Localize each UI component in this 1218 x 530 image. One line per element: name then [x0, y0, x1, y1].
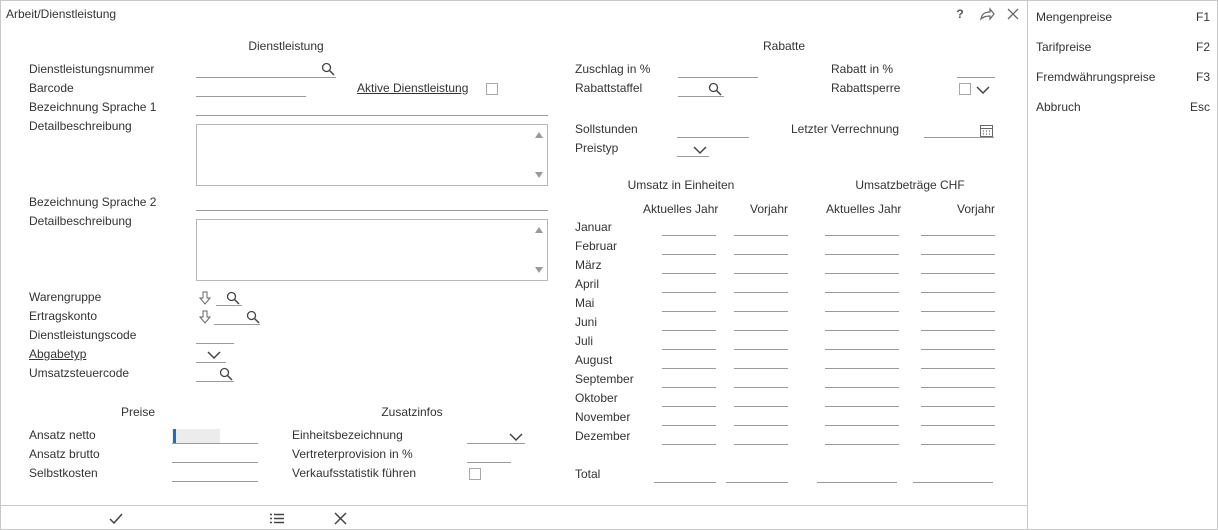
checkmark-icon[interactable]: [109, 512, 123, 524]
section-dienstleistung: Dienstleistung: [248, 39, 324, 53]
umsatz-aktuelles-jahr-input[interactable]: [662, 275, 716, 293]
barcode-input[interactable]: [196, 79, 306, 97]
col-vorjahr-chf: Vorjahr: [957, 202, 996, 216]
umsatz-aktuelles-jahr-chf-input[interactable]: [825, 408, 899, 426]
month-label: Februar: [575, 239, 618, 253]
window-title: Arbeit/Dienstleistung: [6, 7, 117, 21]
umsatz-vorjahr-input[interactable]: [734, 351, 788, 369]
umsatz-aktuelles-jahr-chf-input[interactable]: [825, 332, 899, 350]
label-warengruppe: Warengruppe: [29, 290, 102, 304]
label-rabattsperre: Rabattsperre: [831, 81, 901, 95]
bezeichnung-2-input[interactable]: [196, 193, 548, 211]
umsatz-aktuelles-jahr-chf-input[interactable]: [825, 370, 899, 388]
label-total: Total: [575, 467, 601, 481]
ansatz-netto-highlight: [172, 429, 220, 443]
label-selbstkosten: Selbstkosten: [29, 466, 98, 480]
umsatz-aktuelles-jahr-chf-input[interactable]: [825, 427, 899, 445]
umsatz-aktuelles-jahr-input[interactable]: [662, 427, 716, 445]
detailbeschreibung-1-textarea[interactable]: [196, 124, 548, 186]
umsatz-vorjahr-input[interactable]: [734, 237, 788, 255]
section-umsatz-chf: Umsatzbeträge CHF: [855, 178, 965, 192]
zuschlag-input[interactable]: [678, 60, 758, 78]
umsatz-vorjahr-chf-input[interactable]: [921, 294, 995, 312]
umsatz-vorjahr-input[interactable]: [734, 370, 788, 388]
sidebar-item-abbruch[interactable]: [1036, 100, 1210, 120]
month-label: Juli: [575, 334, 594, 348]
umsatz-vorjahr-chf-input[interactable]: [921, 256, 995, 274]
umsatz-vorjahr-input[interactable]: [734, 427, 788, 445]
section-preise: Preise: [120, 405, 155, 419]
label-ansatz-netto: Ansatz netto: [29, 428, 96, 442]
sidebar: [1028, 0, 1218, 530]
label-letzter-verrechnung: Letzter Verrechnung: [791, 122, 900, 136]
label-sollstunden: Sollstunden: [575, 122, 638, 136]
month-label: August: [575, 353, 613, 367]
search-icon[interactable]: [246, 310, 260, 324]
search-icon[interactable]: [219, 367, 233, 381]
vertreterprovision-input[interactable]: [467, 445, 511, 463]
rabatt-input[interactable]: [957, 60, 995, 78]
month-label: Mai: [575, 296, 595, 310]
label-ertragskonto: Ertragskonto: [29, 309, 98, 323]
umsatz-aktuelles-jahr-input[interactable]: [662, 256, 716, 274]
col-vorjahr: Vorjahr: [750, 202, 789, 216]
month-label: Oktober: [575, 391, 618, 405]
sidebar-item-shortcut: F1: [1195, 10, 1210, 24]
label-detailbeschreibung-2: Detailbeschreibung: [29, 214, 132, 228]
label-preistyp: Preistyp: [575, 141, 619, 155]
aktive-dienstleistung-checkbox[interactable]: [486, 83, 498, 95]
umsatz-vorjahr-input[interactable]: [734, 389, 788, 407]
label-detailbeschreibung-1: Detailbeschreibung: [29, 119, 132, 133]
selbstkosten-input[interactable]: [172, 464, 258, 482]
umsatz-aktuelles-jahr-chf-input[interactable]: [825, 389, 899, 407]
umsatz-vorjahr-chf-input[interactable]: [921, 408, 995, 426]
scroll-down-icon[interactable]: [534, 266, 544, 274]
month-label: Januar: [575, 220, 612, 234]
umsatz-vorjahr-input[interactable]: [734, 313, 788, 331]
sollstunden-input[interactable]: [677, 120, 749, 138]
label-vertreterprovision: Vertreterprovision in %: [292, 447, 413, 461]
month-label: November: [575, 410, 631, 424]
search-icon[interactable]: [321, 62, 335, 76]
umsatz-aktuelles-jahr-input[interactable]: [662, 370, 716, 388]
month-label: Dezember: [575, 429, 631, 443]
umsatz-vorjahr-chf-input[interactable]: [921, 332, 995, 350]
umsatz-vorjahr-chf-input[interactable]: [921, 237, 995, 255]
umsatz-aktuelles-jahr-input[interactable]: [662, 408, 716, 426]
col-aktuelles-jahr-chf: Aktuelles Jahr: [826, 202, 902, 216]
col-aktuelles-jahr: Aktuelles Jahr: [643, 202, 719, 216]
label-zuschlag: Zuschlag in %: [575, 62, 651, 76]
detailbeschreibung-2-textarea[interactable]: [196, 219, 548, 281]
sidebar-item-shortcut: F2: [1195, 40, 1210, 54]
section-umsatz-einheiten: Umsatz in Einheiten: [627, 178, 735, 192]
umsatz-aktuelles-jahr-chf-input[interactable]: [825, 294, 899, 312]
arrow-down-icon[interactable]: [199, 310, 211, 324]
label-barcode: Barcode: [29, 81, 74, 95]
chevron-down-icon[interactable]: [976, 85, 990, 95]
label-bezeichnung-2: Bezeichnung Sprache 2: [29, 195, 157, 209]
umsatz-aktuelles-jahr-chf-input[interactable]: [825, 351, 899, 369]
aktive-dienstleistung-link[interactable]: Aktive Dienstleistung: [357, 81, 469, 95]
bottom-toolbar: [0, 505, 1028, 530]
sidebar-item-fremdwaehrungspreise[interactable]: [1036, 70, 1210, 90]
sidebar-item-shortcut: Esc: [1189, 100, 1210, 114]
abgabetyp-link[interactable]: Abgabetyp: [29, 347, 87, 361]
bezeichnung-1-input[interactable]: [196, 98, 548, 116]
search-icon[interactable]: [226, 291, 240, 305]
label-einheitsbezeichnung: Einheitsbezeichnung: [292, 428, 403, 442]
chevron-down-icon[interactable]: [693, 145, 707, 155]
sidebar-item-label: Abbruch: [1036, 100, 1081, 114]
sidebar-item-label: Fremdwährungspreise: [1036, 70, 1156, 84]
total-aktuelles-jahr: [654, 482, 716, 483]
umsatz-vorjahr-chf-input[interactable]: [921, 370, 995, 388]
scroll-down-icon[interactable]: [534, 171, 544, 179]
umsatz-aktuelles-jahr-input[interactable]: [662, 389, 716, 407]
umsatz-vorjahr-input[interactable]: [734, 218, 788, 236]
label-rabatt: Rabatt in %: [831, 62, 894, 76]
label-ansatz-brutto: Ansatz brutto: [29, 447, 100, 461]
label-dienstleistungsnummer: Dienstleistungsnummer: [29, 62, 155, 76]
umsatz-vorjahr-chf-input[interactable]: [921, 427, 995, 445]
chevron-down-icon[interactable]: [207, 350, 221, 360]
sidebar-item-tarifpreise[interactable]: [1036, 40, 1210, 60]
umsatz-vorjahr-chf-input[interactable]: [921, 218, 995, 236]
umsatz-aktuelles-jahr-chf-input[interactable]: [825, 313, 899, 331]
rabattsperre-checkbox[interactable]: [959, 83, 971, 95]
umsatz-vorjahr-input[interactable]: [734, 408, 788, 426]
section-rabatte: Rabatte: [762, 39, 806, 53]
chevron-down-icon[interactable]: [509, 432, 523, 442]
dienstleistungsnummer-input[interactable]: [196, 60, 336, 78]
month-label: März: [575, 258, 602, 272]
umsatz-aktuelles-jahr-chf-input[interactable]: [825, 237, 899, 255]
umsatz-aktuelles-jahr-input[interactable]: [662, 351, 716, 369]
umsatz-aktuelles-jahr-input[interactable]: [662, 313, 716, 331]
total-aktuelles-jahr-chf: [817, 482, 897, 483]
umsatz-vorjahr-chf-input[interactable]: [921, 389, 995, 407]
umsatz-aktuelles-jahr-chf-input[interactable]: [825, 218, 899, 236]
umsatz-vorjahr-chf-input[interactable]: [921, 351, 995, 369]
umsatz-aktuelles-jahr-input[interactable]: [662, 332, 716, 350]
ansatz-brutto-input[interactable]: [172, 445, 258, 463]
sidebar-item-label: Mengenpreise: [1036, 10, 1113, 24]
umsatz-vorjahr-input[interactable]: [734, 332, 788, 350]
umsatz-aktuelles-jahr-input[interactable]: [662, 294, 716, 312]
arrow-down-icon[interactable]: [199, 291, 211, 305]
scroll-up-icon[interactable]: [534, 131, 544, 139]
total-vorjahr: [726, 482, 788, 483]
share-icon[interactable]: [979, 6, 995, 22]
month-label: Juni: [575, 315, 598, 329]
help-icon[interactable]: ?: [956, 7, 964, 21]
umsatz-vorjahr-chf-input[interactable]: [921, 275, 995, 293]
dienstleistungscode-input[interactable]: [196, 326, 234, 344]
sidebar-item-label: Tarifpreise: [1036, 40, 1092, 54]
label-bezeichnung-1: Bezeichnung Sprache 1: [29, 100, 157, 114]
umsatz-vorjahr-chf-input[interactable]: [921, 313, 995, 331]
label-rabattstaffel: Rabattstaffel: [575, 81, 643, 95]
umsatz-aktuelles-jahr-input[interactable]: [662, 218, 716, 236]
month-label: April: [575, 277, 600, 291]
umsatz-aktuelles-jahr-chf-input[interactable]: [825, 275, 899, 293]
label-dienstleistungscode: Dienstleistungscode: [29, 328, 137, 342]
total-vorjahr-chf: [913, 482, 993, 483]
list-icon[interactable]: [268, 512, 284, 524]
umsatz-vorjahr-input[interactable]: [734, 275, 788, 293]
label-umsatzsteuercode: Umsatzsteuercode: [29, 366, 130, 380]
close-icon[interactable]: [1005, 6, 1021, 22]
text-cursor: [173, 429, 176, 443]
umsatz-vorjahr-input[interactable]: [734, 256, 788, 274]
cancel-icon[interactable]: [333, 511, 347, 525]
month-label: September: [575, 372, 634, 386]
umsatz-aktuelles-jahr-input[interactable]: [662, 237, 716, 255]
sidebar-item-mengenpreise[interactable]: [1036, 10, 1210, 30]
umsatz-vorjahr-input[interactable]: [734, 294, 788, 312]
sidebar-item-shortcut: F3: [1195, 70, 1210, 84]
verkaufsstatistik-checkbox[interactable]: [469, 468, 481, 480]
umsatz-aktuelles-jahr-chf-input[interactable]: [825, 256, 899, 274]
search-icon[interactable]: [708, 82, 722, 96]
scroll-up-icon[interactable]: [534, 226, 544, 234]
section-zusatzinfos: Zusatzinfos: [381, 405, 443, 419]
label-verkaufsstatistik: Verkaufsstatistik führen: [292, 466, 417, 480]
calendar-icon[interactable]: [980, 124, 993, 137]
